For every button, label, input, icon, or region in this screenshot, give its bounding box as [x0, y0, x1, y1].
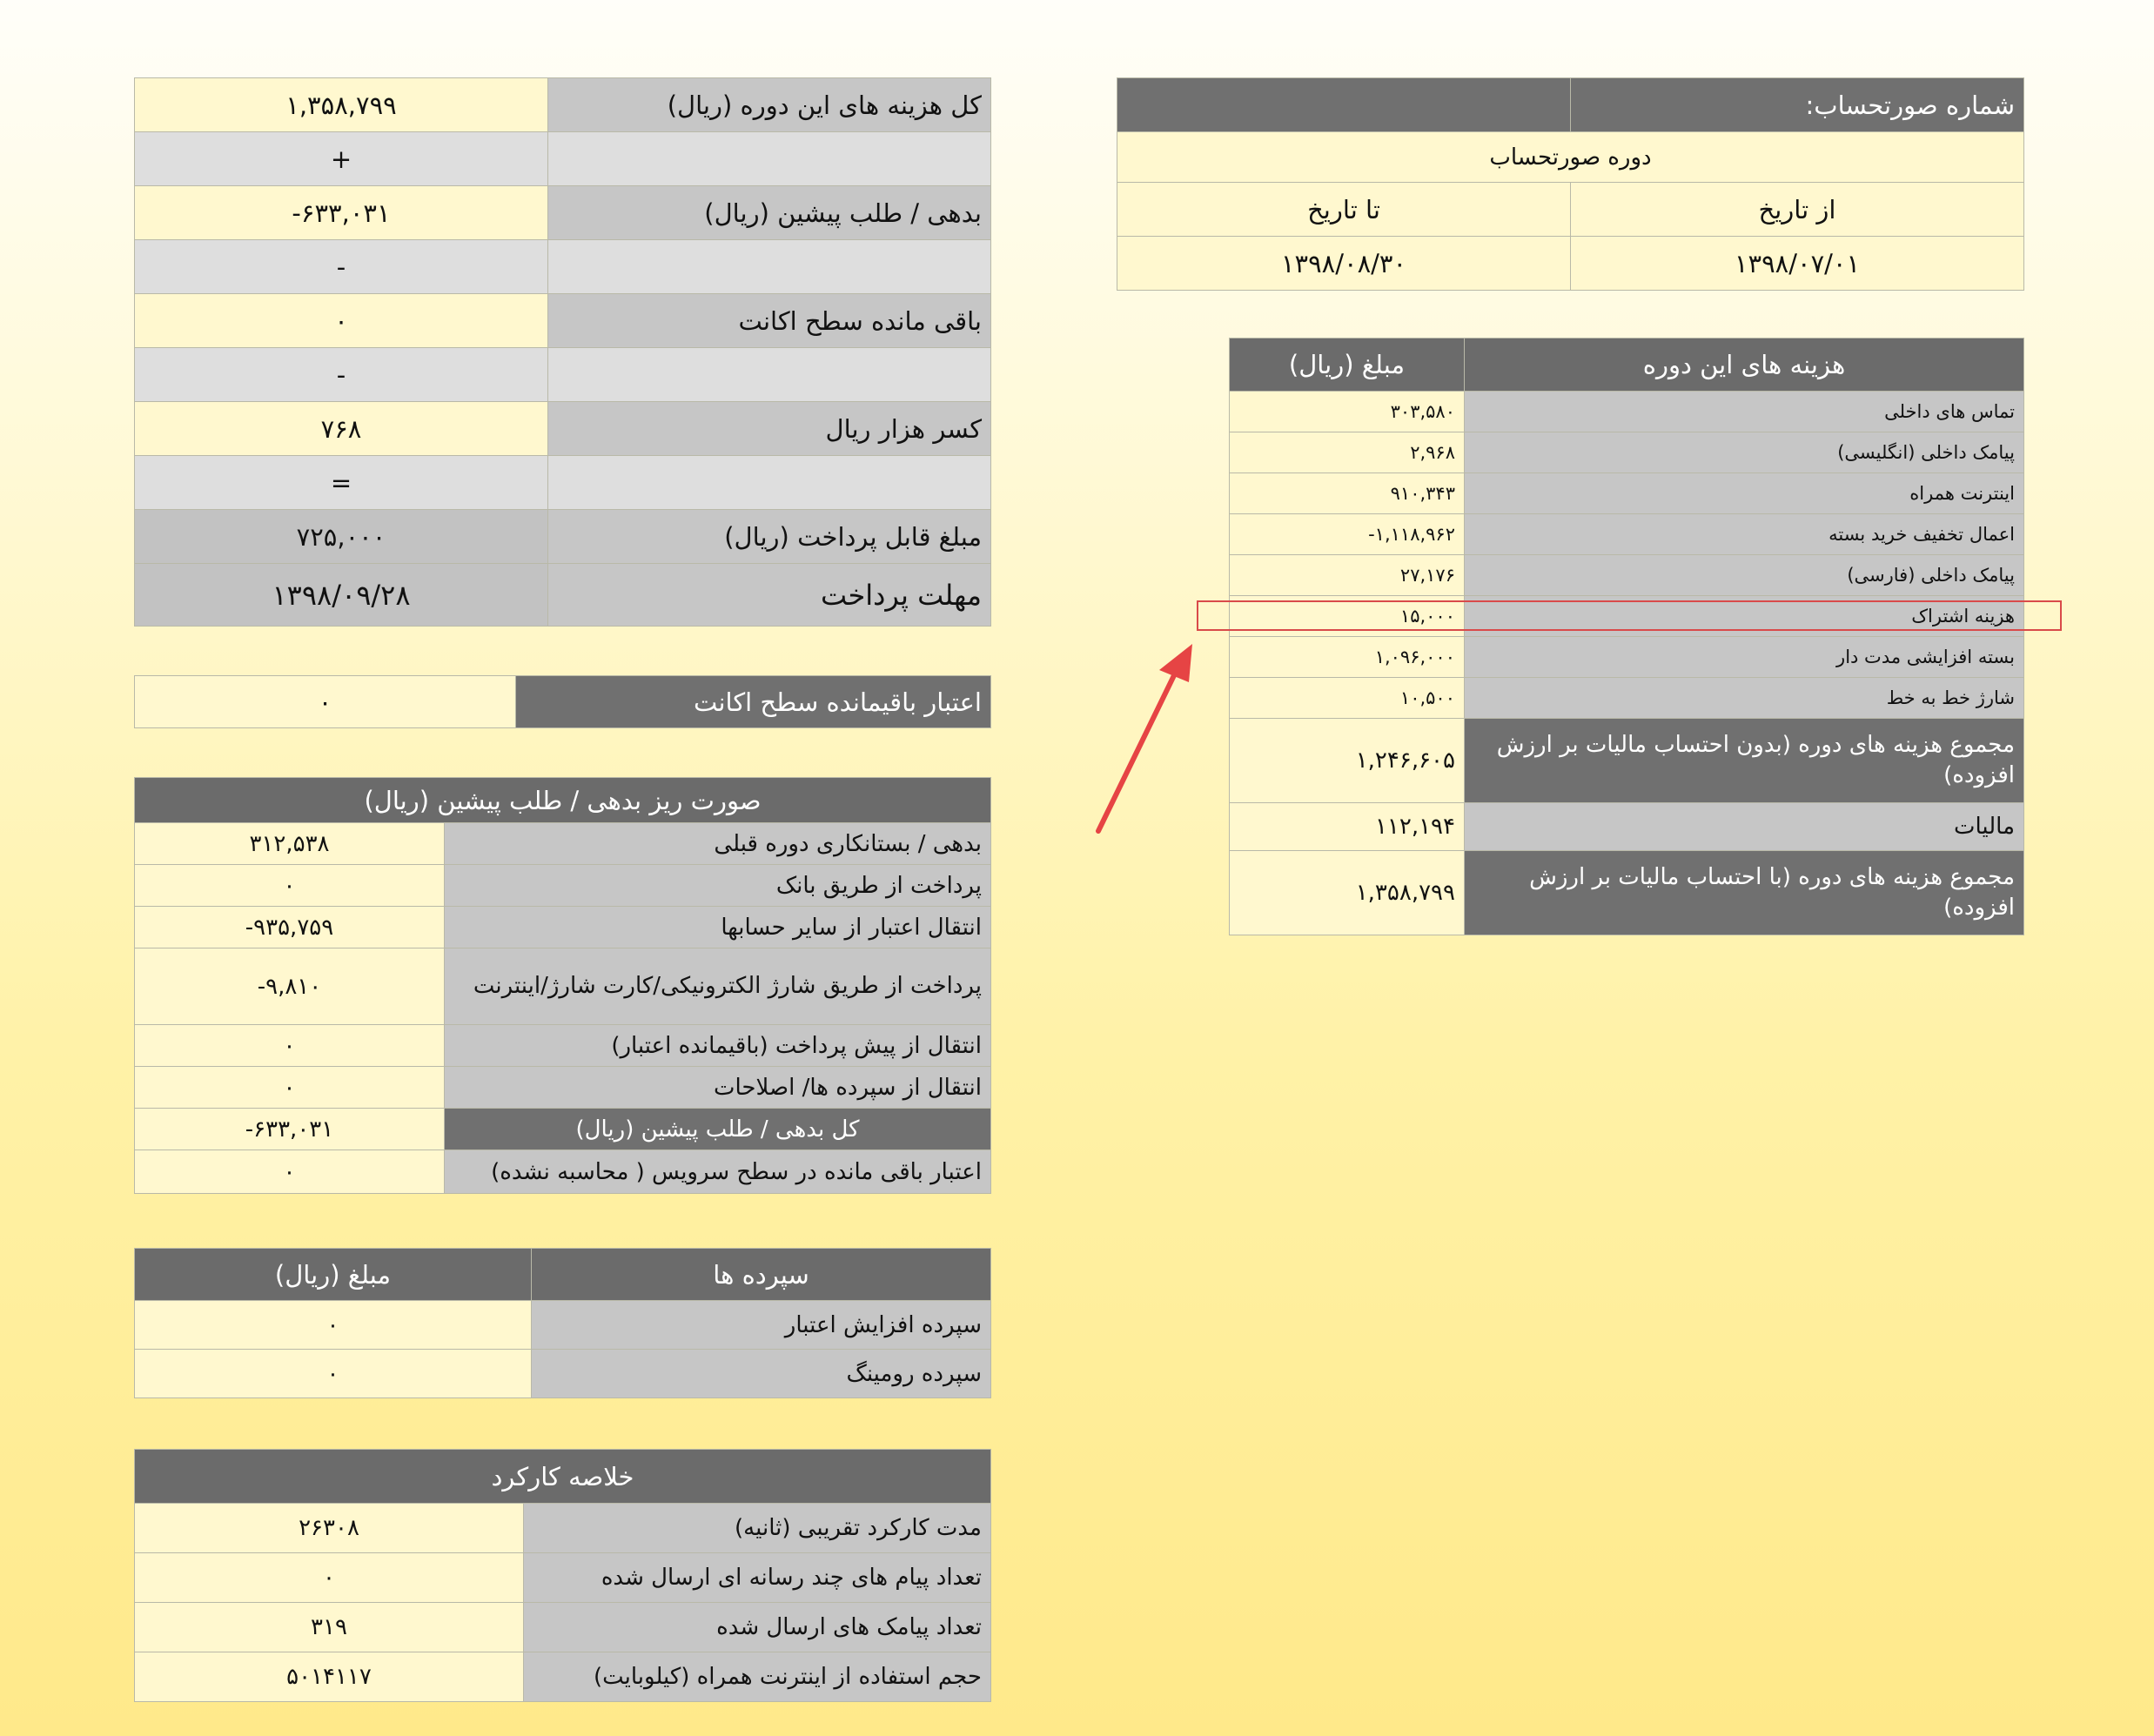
usage-label: حجم استفاده از اینترنت همراه (کیلوبایت) — [524, 1652, 991, 1702]
debt-label: پرداخت از طریق بانک — [445, 865, 991, 907]
period-costs-table — [1229, 338, 2024, 935]
summary-label: بدهی / طلب پیشین (ریال) — [548, 186, 991, 240]
deposit-value: ۰ — [135, 1301, 532, 1350]
account-credit-value: ۰ — [135, 676, 516, 728]
summary-table — [134, 77, 991, 627]
usage-value: ۲۶۳۰۸ — [135, 1504, 524, 1553]
cost-value: ۹۱۰,۳۴۳ — [1230, 473, 1465, 514]
summary-value: ۷۶۸ — [135, 402, 548, 456]
debt-label: انتقال اعتبار از سایر حسابها — [445, 907, 991, 948]
cost-value: ۱۰,۵۰۰ — [1230, 678, 1465, 719]
summary-value: -۶۳۳,۰۳۱ — [135, 186, 548, 240]
from-date-value: ۱۳۹۸/۰۷/۰۱ — [1571, 237, 2024, 291]
period-costs-header-amount: مبلغ (ریال) — [1230, 338, 1465, 392]
debt-breakdown-table — [134, 777, 991, 1194]
total-with-tax-value: ۱,۳۵۸,۷۹۹ — [1230, 851, 1465, 935]
debt-value: ۰ — [135, 1067, 445, 1109]
deposits-header-label: سپرده ها — [532, 1249, 991, 1301]
subscription-cost-value: ۱۵,۰۰۰ — [1230, 596, 1465, 637]
invoice-period-table — [1117, 77, 2024, 291]
cost-label: پیامک داخلی (انگلیسی) — [1465, 432, 2024, 473]
annotation-arrow-icon — [1079, 644, 1201, 840]
operator-plus: + — [135, 132, 548, 186]
due-date-value: ۱۳۹۸/۰۹/۲۸ — [135, 564, 548, 627]
cost-label: اینترنت همراه — [1465, 473, 2024, 514]
debt-label: اعتبار باقی مانده در سطح سرویس ( محاسبه نشده) — [445, 1150, 991, 1194]
usage-value: ۵۰۱۴۱۱۷ — [135, 1652, 524, 1702]
operator-equals: = — [135, 456, 548, 510]
debt-label: بدهی / بستانکاری دوره قبلی — [445, 823, 991, 865]
invoice-number-label: شماره صورتحساب: — [1571, 78, 2024, 132]
usage-title: خلاصه کارکرد — [135, 1450, 991, 1504]
due-date-label: مهلت پرداخت — [548, 564, 991, 627]
debt-value: ۳۱۲,۵۳۸ — [135, 823, 445, 865]
tax-value: ۱۱۲,۱۹۴ — [1230, 803, 1465, 851]
highlight-box — [1197, 600, 2062, 631]
debt-value: -۹,۸۱۰ — [135, 948, 445, 1025]
debt-label: انتقال از سپرده ها/ اصلاحات — [445, 1067, 991, 1109]
deposit-label: سپرده افزایش اعتبار — [532, 1301, 991, 1350]
period-costs-header-label: هزینه های این دوره — [1465, 338, 2024, 392]
cost-label: پیامک داخلی (فارسی) — [1465, 555, 2024, 596]
cost-value: ۳۰۳,۵۸۰ — [1230, 392, 1465, 432]
deposits-header-amount: مبلغ (ریال) — [135, 1249, 532, 1301]
tax-label: مالیات — [1465, 803, 2024, 851]
cost-value: -۱,۱۱۸,۹۶۲ — [1230, 514, 1465, 555]
debt-total-value: -۶۳۳,۰۳۱ — [135, 1109, 445, 1150]
usage-label: تعداد پیام های چند رسانه ای ارسال شده — [524, 1553, 991, 1603]
summary-label: کل هزینه های این دوره (ریال) — [548, 78, 991, 132]
deposit-label: سپرده رومینگ — [532, 1350, 991, 1398]
operator-spacer — [548, 240, 991, 294]
payable-value: ۷۲۵,۰۰۰ — [135, 510, 548, 564]
total-with-tax-label: مجموع هزینه های دوره (با احتساب مالیات بر ارزش افزوده) — [1465, 851, 2024, 935]
to-date-label: تا تاریخ — [1117, 183, 1571, 237]
cost-value: ۱,۰۹۶,۰۰۰ — [1230, 637, 1465, 678]
subscription-cost-label: هزینه اشتراک — [1465, 596, 2024, 637]
operator-spacer — [548, 132, 991, 186]
summary-label: باقی مانده سطح اکانت — [548, 294, 991, 348]
cost-label: اعمال تخفیف خرید بسته — [1465, 514, 2024, 555]
debt-value: ۰ — [135, 1150, 445, 1194]
debt-total-label: کل بدهی / طلب پیشین (ریال) — [445, 1109, 991, 1150]
operator-spacer — [548, 456, 991, 510]
deposit-value: ۰ — [135, 1350, 532, 1398]
debt-label: انتقال از پیش پرداخت (باقیمانده اعتبار) — [445, 1025, 991, 1067]
invoice-period-title: دوره صورتحساب — [1117, 132, 2024, 183]
operator-spacer — [548, 348, 991, 402]
total-before-tax-value: ۱,۲۴۶,۶۰۵ — [1230, 719, 1465, 803]
invoice-number-value — [1117, 78, 1571, 132]
cost-label: شارژ خط به خط — [1465, 678, 2024, 719]
total-before-tax-label: مجموع هزینه های دوره (بدون احتساب مالیات بر ارزش افزوده) — [1465, 719, 2024, 803]
usage-table — [134, 1449, 991, 1702]
payable-label: مبلغ قابل پرداخت (ریال) — [548, 510, 991, 564]
summary-label: کسر هزار ریال — [548, 402, 991, 456]
operator-minus: - — [135, 240, 548, 294]
usage-value: ۰ — [135, 1553, 524, 1603]
cost-value: ۲,۹۶۸ — [1230, 432, 1465, 473]
usage-value: ۳۱۹ — [135, 1603, 524, 1652]
summary-value: ۱,۳۵۸,۷۹۹ — [135, 78, 548, 132]
deposits-table — [134, 1248, 991, 1398]
cost-value: ۲۷,۱۷۶ — [1230, 555, 1465, 596]
usage-label: تعداد پیامک های ارسال شده — [524, 1603, 991, 1652]
operator-minus: - — [135, 348, 548, 402]
debt-value: ۰ — [135, 865, 445, 907]
summary-value: ۰ — [135, 294, 548, 348]
debt-value: -۹۳۵,۷۵۹ — [135, 907, 445, 948]
debt-label: پرداخت از طریق شارژ الکترونیکی/کارت شارژ/اینترنت — [445, 948, 991, 1025]
debt-breakdown-title: صورت ریز بدهی / طلب پیشین (ریال) — [135, 778, 991, 823]
debt-value: ۰ — [135, 1025, 445, 1067]
from-date-label: از تاریخ — [1571, 183, 2024, 237]
cost-label: تماس های داخلی — [1465, 392, 2024, 432]
account-credit-table — [134, 675, 991, 728]
to-date-value: ۱۳۹۸/۰۸/۳۰ — [1117, 237, 1571, 291]
cost-label: بسته افزایشی مدت دار — [1465, 637, 2024, 678]
usage-label: مدت کارکرد تقریبی (ثانیه) — [524, 1504, 991, 1553]
account-credit-label: اعتبار باقیمانده سطح اکانت — [516, 676, 991, 728]
